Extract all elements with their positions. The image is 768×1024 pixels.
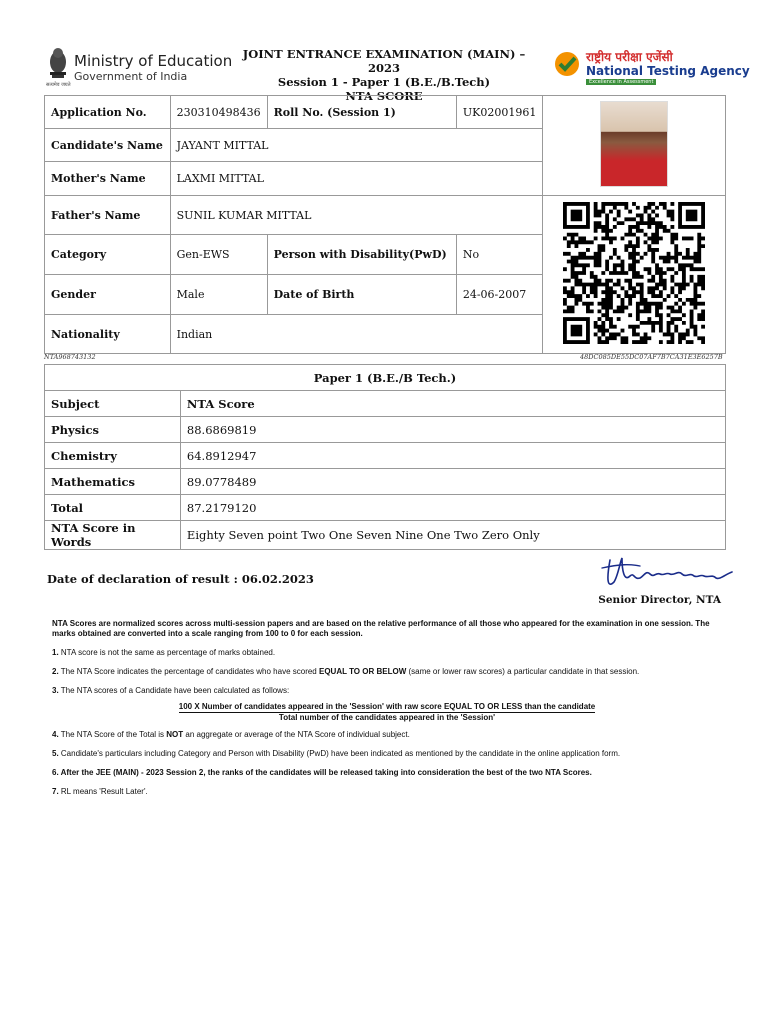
candidate-photo [600,101,668,187]
note-5: 5. Candidate's particulars including Category and Person with Disability (PwD) have been indicated as mentioned by the candidate in the online application form. [52,749,621,758]
nationality-label: Nationality [45,315,171,354]
nta-hindi-name: राष्ट्रीय परीक्षा एजेंसी [586,50,673,64]
ministry-of-education-logo [46,44,233,88]
ministry-title: Ministry of Education [74,52,233,70]
score-table [44,364,726,550]
score-physics: 88.6869819 [180,417,725,443]
session-line: Session 1 - Paper 1 (B.E./B.Tech) [277,75,491,89]
document-header [0,0,768,103]
score-mathematics: 89.0778489 [180,469,725,495]
application-no-label: Application No. [45,96,171,129]
dob-value: 24-06-2007 [456,275,542,315]
mother-name-value: LAXMI MITTAL [170,162,543,196]
formula-denominator: Total number of the candidates appeared in the 'Session' [278,713,496,722]
exam-title: JOINT ENTRANCE EXAMINATION (MAIN) – 2023 [242,47,526,75]
nta-logo [554,48,750,86]
candidate-info-table [44,95,726,354]
note-3: 3. The NTA scores of a Candidate have been calculated as follows: [52,686,290,695]
candidate-name-label: Candidate's Name [45,129,171,162]
nta-check-icon [554,51,580,77]
qr-cell [543,196,726,354]
subject-mathematics: Mathematics [45,469,181,495]
signature-icon [600,552,750,596]
photo-cell [543,96,726,196]
nta-tagline: Excellence in Assessment [586,79,656,85]
table-row [45,365,726,391]
table-row [45,391,726,417]
note-6: 6. After the JEE (MAIN) - 2023 Session 2, the ranks of the candidates will be released taking into consideration the best of the two NTA Scores. [52,768,592,777]
subject-chemistry: Chemistry [45,443,181,469]
notes-section [52,619,722,806]
nationality-value: Indian [170,315,543,354]
score-total: 87.2179120 [180,495,725,521]
formula-numerator: 100 X Number of candidates appeared in the 'Session' with raw score EQUAL TO OR LESS than the candidate [178,702,596,711]
ministry-subtitle: Government of India [74,70,188,83]
table-row [45,96,726,129]
pwd-value: No [456,235,542,275]
note-4: 4. The NTA Score of the Total is NOT an aggregate or average of the NTA Score of individual subject. [52,730,410,739]
table-row [45,521,726,550]
score-header: NTA Score [180,391,725,417]
national-emblem-icon [46,44,70,86]
roll-no-label: Roll No. (Session 1) [267,96,456,129]
notes-intro: NTA Scores are normalized scores across multi-session papers and are based on the relative performance of all those who appeared for the examination in one session. The marks obtained are converted into a scale ranging from 100 to 0 for each session. [52,619,710,638]
nta-english-name: National Testing Agency [586,64,750,78]
left-code: NTA968743132 [44,353,96,361]
right-code: 48DC085DE55DC07AF7B7CA31E3E6257B [580,353,723,361]
candidate-name-value: JAYANT MITTAL [170,129,543,162]
application-no-value: 230310498436 [170,96,267,129]
score-chemistry: 64.8912947 [180,443,725,469]
subject-total: Total [45,495,181,521]
table-row [45,469,726,495]
declaration-date: Date of declaration of result : 06.02.2023 [47,572,314,586]
score-in-words-value: Eighty Seven point Two One Seven Nine One Two Zero Only [180,521,725,550]
subject-physics: Physics [45,417,181,443]
mother-name-label: Mother's Name [45,162,171,196]
note-7: 7. RL means 'Result Later'. [52,787,148,796]
gender-label: Gender [45,275,171,315]
table-row [45,196,726,235]
paper-title: Paper 1 (B.E./B Tech.) [45,365,726,391]
score-formula [52,702,722,723]
table-row [45,443,726,469]
table-row [45,417,726,443]
document-title: NTA SCORE [345,89,423,103]
signer-title: Senior Director, NTA [598,594,721,606]
score-in-words-label: NTA Score in Words [45,521,181,550]
note-1: 1. NTA score is not the same as percentage of marks obtained. [52,648,276,657]
emblem-motto: सत्यमेव जयते [46,82,71,88]
dob-label: Date of Birth [267,275,456,315]
roll-no-value: UK02001961 [456,96,542,129]
gender-value: Male [170,275,267,315]
note-2: 2. The NTA Score indicates the percentage of candidates who have scored EQUAL TO OR BELOW (same or lower raw scores) a particular candidate in that session. [52,667,640,676]
subject-header: Subject [45,391,181,417]
category-value: Gen-EWS [170,235,267,275]
qr-code-icon [563,202,705,344]
table-row [45,495,726,521]
category-label: Category [45,235,171,275]
pwd-label: Person with Disability(PwD) [267,235,456,275]
father-name-value: SUNIL KUMAR MITTAL [170,196,543,235]
father-name-label: Father's Name [45,196,171,235]
